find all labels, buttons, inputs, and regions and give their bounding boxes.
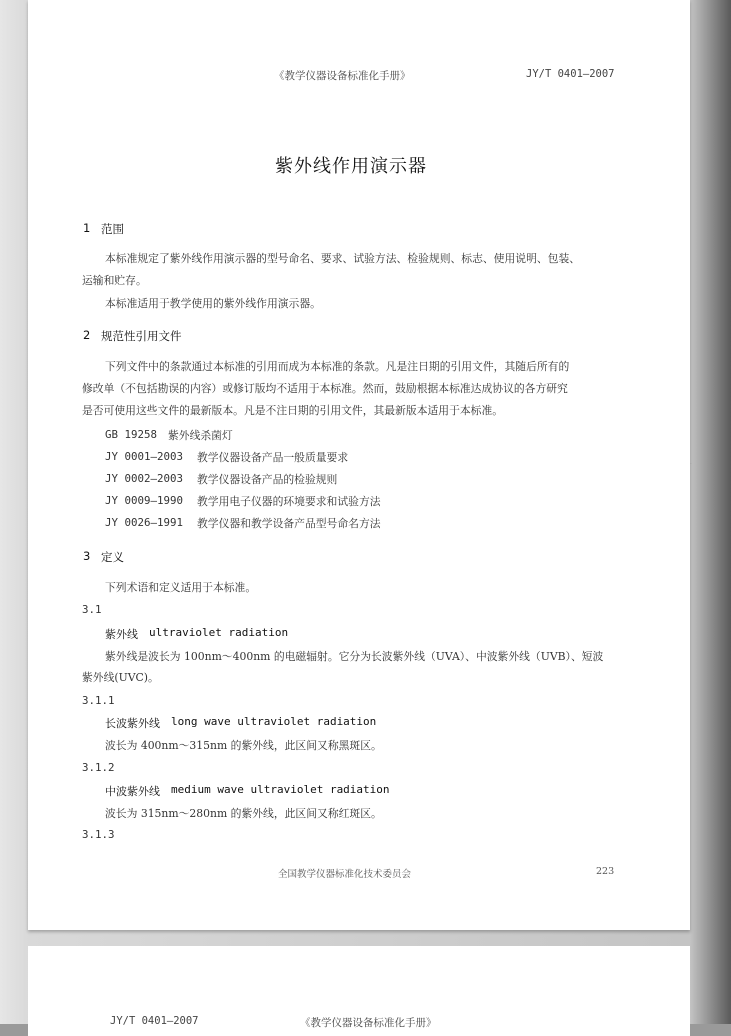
references-intro-line-3: 是否可使用这些文件的最新版本。凡是不注日期的引用文件，其最新版本适用于本标准。	[82, 404, 504, 417]
section-3-heading: 定义	[101, 550, 124, 564]
section-2-number: 2	[83, 328, 91, 342]
reference-title: 教学用电子仪器的环境要求和试验方法	[197, 495, 381, 508]
scope-applicability-paragraph: 本标准适用于教学使用的紫外线作用演示器。	[105, 297, 321, 310]
term-chinese: 中波紫外线	[105, 785, 160, 798]
definitions-intro: 下列术语和定义适用于本标准。	[105, 581, 257, 594]
section-3-number: 3	[83, 549, 91, 563]
reference-code: JY 0009—1990	[105, 494, 184, 507]
reference-title: 教学仪器设备产品一般质量要求	[197, 451, 349, 464]
page-footer-committee: 全国教学仪器标准化技术委员会	[278, 869, 412, 880]
term-english: medium wave ultraviolet radiation	[171, 783, 390, 796]
section-1-heading: 范围	[101, 222, 124, 236]
reference-code: JY 0026—1991	[105, 516, 184, 529]
term-english: ultraviolet radiation	[149, 626, 289, 639]
clause-number: 3.1.1	[82, 694, 115, 707]
clause-number: 3.1.3	[82, 828, 115, 841]
term-english: long wave ultraviolet radiation	[171, 715, 377, 728]
page-title: 紫外线作用演示器	[275, 156, 427, 177]
clause-number: 3.1.2	[82, 761, 115, 774]
reference-title: 教学仪器和教学设备产品型号命名方法	[197, 517, 381, 530]
section-2-heading: 规范性引用文件	[101, 329, 182, 343]
section-1-number: 1	[83, 221, 91, 235]
term-chinese: 长波紫外线	[105, 717, 160, 730]
running-header-standard-code: JY/T 0401—2007	[110, 1015, 199, 1027]
definition-3-1-1: 波长为 400nm～315nm 的紫外线，此区间又称黑斑区。	[105, 739, 382, 752]
reference-title: 教学仪器设备产品的检验规则	[197, 473, 338, 486]
reference-code: JY 0002—2003	[105, 472, 184, 485]
reference-code: JY 0001—2003	[105, 450, 184, 463]
references-intro-line-2: 修改单（不包括勘误的内容）或修订版均不适用于本标准。然而，鼓励根据本标准达成协议的各方研究	[82, 382, 568, 395]
reference-title: 紫外线杀菌灯	[168, 429, 233, 442]
clause-number: 3.1	[82, 603, 102, 616]
references-intro-line-1: 下列文件中的条款通过本标准的引用而成为本标准的条款。凡是注日期的引用文件，其随后所有的	[105, 360, 570, 373]
page-number: 223	[596, 866, 615, 877]
running-header-center: 《教学仪器设备标准化手册》	[300, 1017, 437, 1029]
definition-3-1-line-1: 紫外线是波长为 100nm～400nm 的电磁辐射。它分为长波紫外线（UVA）、中波紫外线（UVB）、短波	[105, 650, 604, 663]
document-page-1	[28, 0, 690, 930]
reference-code: GB 19258	[105, 428, 158, 441]
term-chinese: 紫外线	[105, 628, 138, 641]
running-header-left: 《教学仪器设备标准化手册》	[274, 70, 411, 82]
running-header-standard-code: JY/T 0401—2007	[526, 68, 615, 80]
definition-3-1-2: 波长为 315nm～280nm 的紫外线，此区间又称红斑区。	[105, 807, 382, 820]
document-page-2	[28, 946, 690, 1036]
definition-3-1-line-2: 紫外线(UVC)。	[82, 671, 159, 684]
scope-paragraph-line-1: 本标准规定了紫外线作用演示器的型号命名、要求、试验方法、检验规则、标志、使用说明、包装、	[105, 252, 581, 265]
scope-paragraph-line-2: 运输和贮存。	[82, 274, 147, 287]
